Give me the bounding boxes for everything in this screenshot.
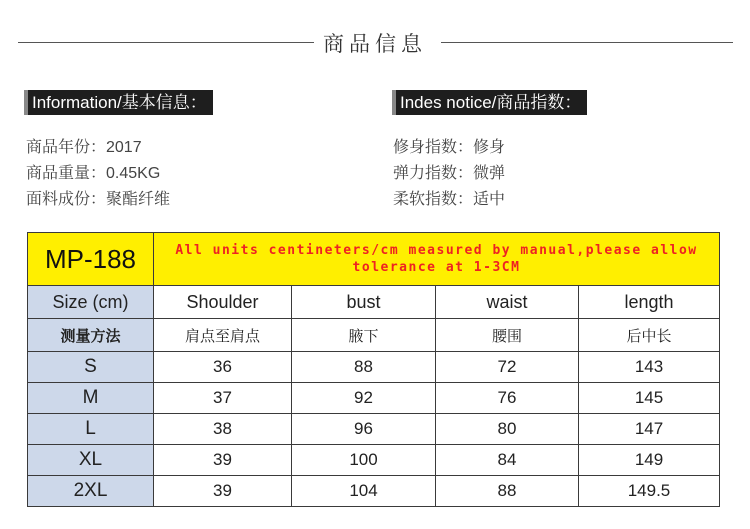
size-cell: 2XL xyxy=(28,476,154,507)
column-header-shoulder: Shoulder xyxy=(154,286,292,319)
title-rule-right xyxy=(441,42,733,43)
table-cell: 39 xyxy=(154,445,292,476)
column-header-bust: bust xyxy=(292,286,436,319)
method-length: 后中长 xyxy=(579,319,720,352)
table-cell: 38 xyxy=(154,414,292,445)
page-title: 商品信息 xyxy=(323,33,427,56)
notice-heading: Indes notice/商品指数： xyxy=(392,90,587,115)
method-waist: 腰围 xyxy=(436,319,579,352)
info-line-weight: 商品重量：0.45KG xyxy=(26,165,161,182)
table-cell: 36 xyxy=(154,352,292,383)
table-cell: 88 xyxy=(292,352,436,383)
size-label: Size (cm) xyxy=(28,286,154,319)
table-cell: 92 xyxy=(292,383,436,414)
table-row xyxy=(28,445,720,476)
table-cell: 100 xyxy=(292,445,436,476)
size-cell: M xyxy=(28,383,154,414)
table-cell: 149 xyxy=(579,445,720,476)
table-cell: 37 xyxy=(154,383,292,414)
table-cell: 149.5 xyxy=(579,476,720,507)
table-row xyxy=(28,352,720,383)
table-cell: 145 xyxy=(579,383,720,414)
table-cell: 39 xyxy=(154,476,292,507)
measurement-notice-line-1: All units centineters/cm measured by manual,please allow xyxy=(175,243,698,258)
table-cell: 143 xyxy=(579,352,720,383)
method-label: 测量方法 xyxy=(28,319,154,352)
table-row xyxy=(28,476,720,507)
table-cell: 72 xyxy=(436,352,579,383)
size-cell: XL xyxy=(28,445,154,476)
method-shoulder: 肩点至肩点 xyxy=(154,319,292,352)
info-line-year: 商品年份：2017 xyxy=(26,139,142,156)
size-cell: S xyxy=(28,352,154,383)
information-heading: Information/基本信息： xyxy=(24,90,213,115)
method-bust: 腋下 xyxy=(292,319,436,352)
table-row xyxy=(28,383,720,414)
notice-line-softness: 柔软指数：适中 xyxy=(393,191,506,208)
model-number: MP-188 xyxy=(28,233,154,286)
notice-line-fit: 修身指数：修身 xyxy=(393,139,506,156)
size-cell: L xyxy=(28,414,154,445)
info-line-fabric: 面料成份：聚酯纤维 xyxy=(26,191,171,208)
table-row xyxy=(28,414,720,445)
table-cell: 88 xyxy=(436,476,579,507)
table-cell: 76 xyxy=(436,383,579,414)
size-table xyxy=(27,232,720,507)
column-header-length: length xyxy=(579,286,720,319)
table-cell: 84 xyxy=(436,445,579,476)
table-cell: 147 xyxy=(579,414,720,445)
column-header-waist: waist xyxy=(436,286,579,319)
table-cell: 80 xyxy=(436,414,579,445)
measurement-notice xyxy=(154,233,720,286)
table-cell: 104 xyxy=(292,476,436,507)
table-cell: 96 xyxy=(292,414,436,445)
measurement-notice-line-2: tolerance at 1-3CM xyxy=(352,260,521,275)
notice-line-stretch: 弹力指数：微弹 xyxy=(393,165,506,182)
